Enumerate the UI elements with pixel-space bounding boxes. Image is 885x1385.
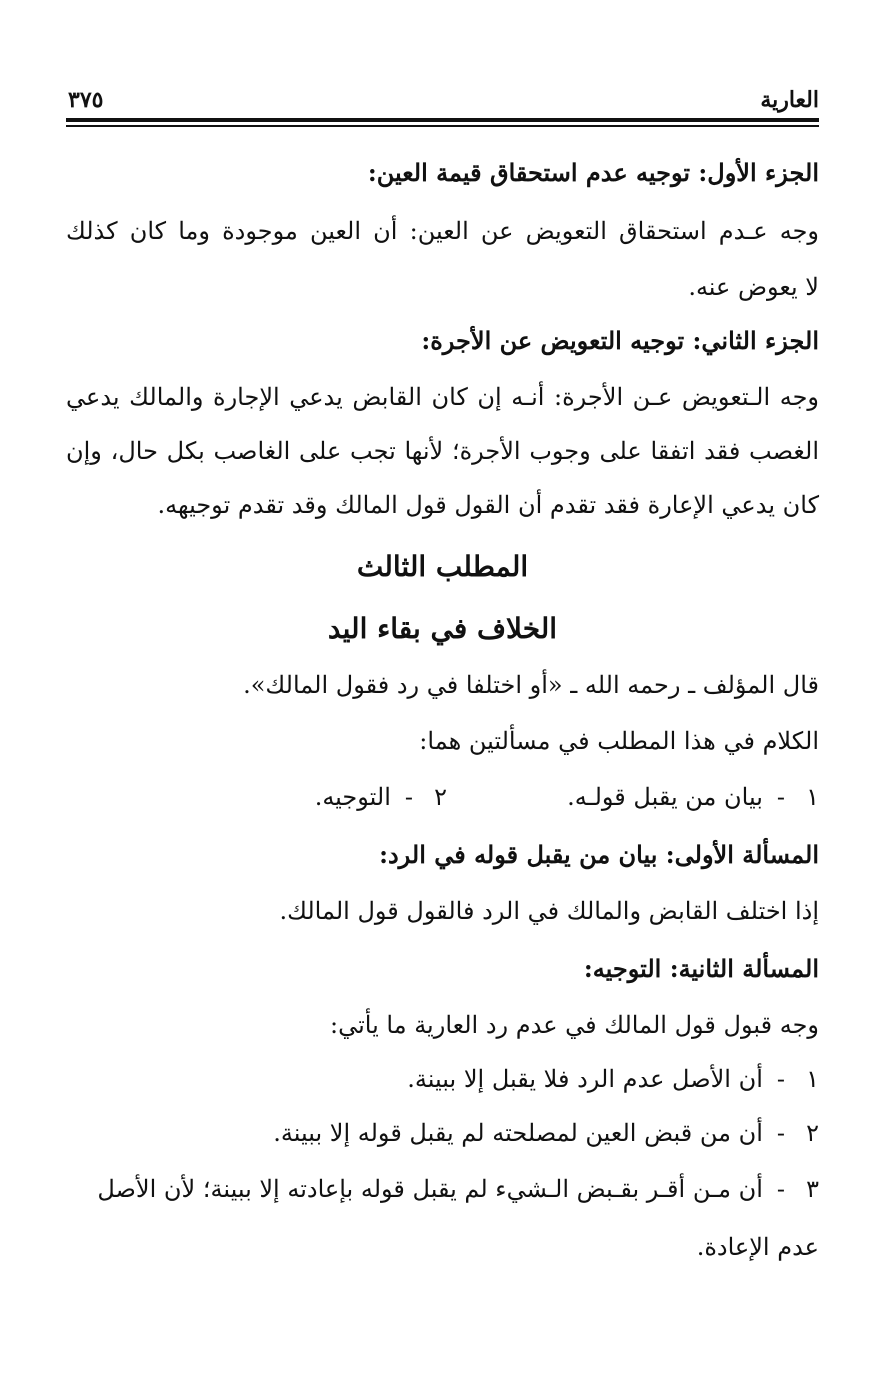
list-item [66,1164,819,1214]
paragraph-line: وجه عـدم استحقاق التعويض عن العين: أن العين موجودة وما كان كذلك [66,217,819,245]
intro-line: الكلام في هذا المطلب في مسألتين هما: [419,727,819,755]
issues-list [314,772,819,822]
matlab-subtitle: الخلاف في بقاء اليد [327,612,558,645]
part1-heading: الجزء الأول: توجيه عدم استحقاق قيمة العين: [367,158,819,187]
issue2-intro: وجه قبول قول المالك في عدم رد العارية ما يأتي: [330,1011,819,1039]
header-rule-thick [66,118,819,122]
list-number: ٣ [806,1175,819,1203]
list-text: بيان من يقبل قولـه. [567,783,763,811]
header-rule-thin [66,125,819,127]
list-number: ١ [806,783,819,811]
issue2-heading: المسألة الثانية: التوجيه: [583,954,819,983]
page-number: ٣٧٥ [68,87,104,113]
list-number: ١ [806,1065,819,1093]
list-dash: - [776,1119,785,1147]
issue1-heading: المسألة الأولى: بيان من يقبل قوله في الرد: [379,840,819,869]
issue1-text: إذا اختلف القابض والمالك في الرد فالقول قول المالك. [279,897,819,925]
paragraph-line: لا يعوض عنه. [688,273,819,301]
list-item [315,772,447,822]
list-dash: - [776,783,785,811]
list-item [273,1108,819,1158]
list-text: أن الأصل عدم الرد فلا يقبل إلا ببينة. [407,1065,763,1093]
list-dash: - [776,1065,785,1093]
list-number: ٢ [434,783,447,811]
list-text: التوجيه. [314,783,391,811]
matlab-title: المطلب الثالث [356,550,529,583]
paragraph-line: الغصب فقد اتفقا على وجوب الأجرة؛ لأنها تجب على الغاصب بكل حال، وإن [66,437,819,465]
list-item [567,783,819,811]
chapter-title: العارية [760,87,819,113]
list-dash: - [776,1175,785,1203]
paragraph-line: عدم الإعادة. [696,1233,819,1261]
author-quote: قال المؤلف ـ رحمه الله ـ «أو اختلفا في رد فقول المالك». [243,671,819,699]
running-header [68,84,819,116]
list-text: أن مـن أقـر بقـبض الـشيء لم يقبل قوله بإعادته إلا ببينة؛ لأن الأصل [97,1175,763,1203]
list-text: أن من قبض العين لمصلحته لم يقبل قوله إلا ببينة. [273,1119,763,1147]
list-number: ٢ [806,1119,819,1147]
paragraph-line: كان يدعي الإعارة فقد تقدم أن القول قول المالك وقد تقدم توجيهه. [157,491,819,519]
part2-heading: الجزء الثاني: توجيه التعويض عن الأجرة: [421,326,819,355]
paragraph-line: وجه الـتعويض عـن الأجرة: أنـه إن كان القابض يدعي الإجارة والمالك يدعي [66,383,819,411]
list-item [407,1054,819,1104]
list-dash: - [404,783,413,811]
